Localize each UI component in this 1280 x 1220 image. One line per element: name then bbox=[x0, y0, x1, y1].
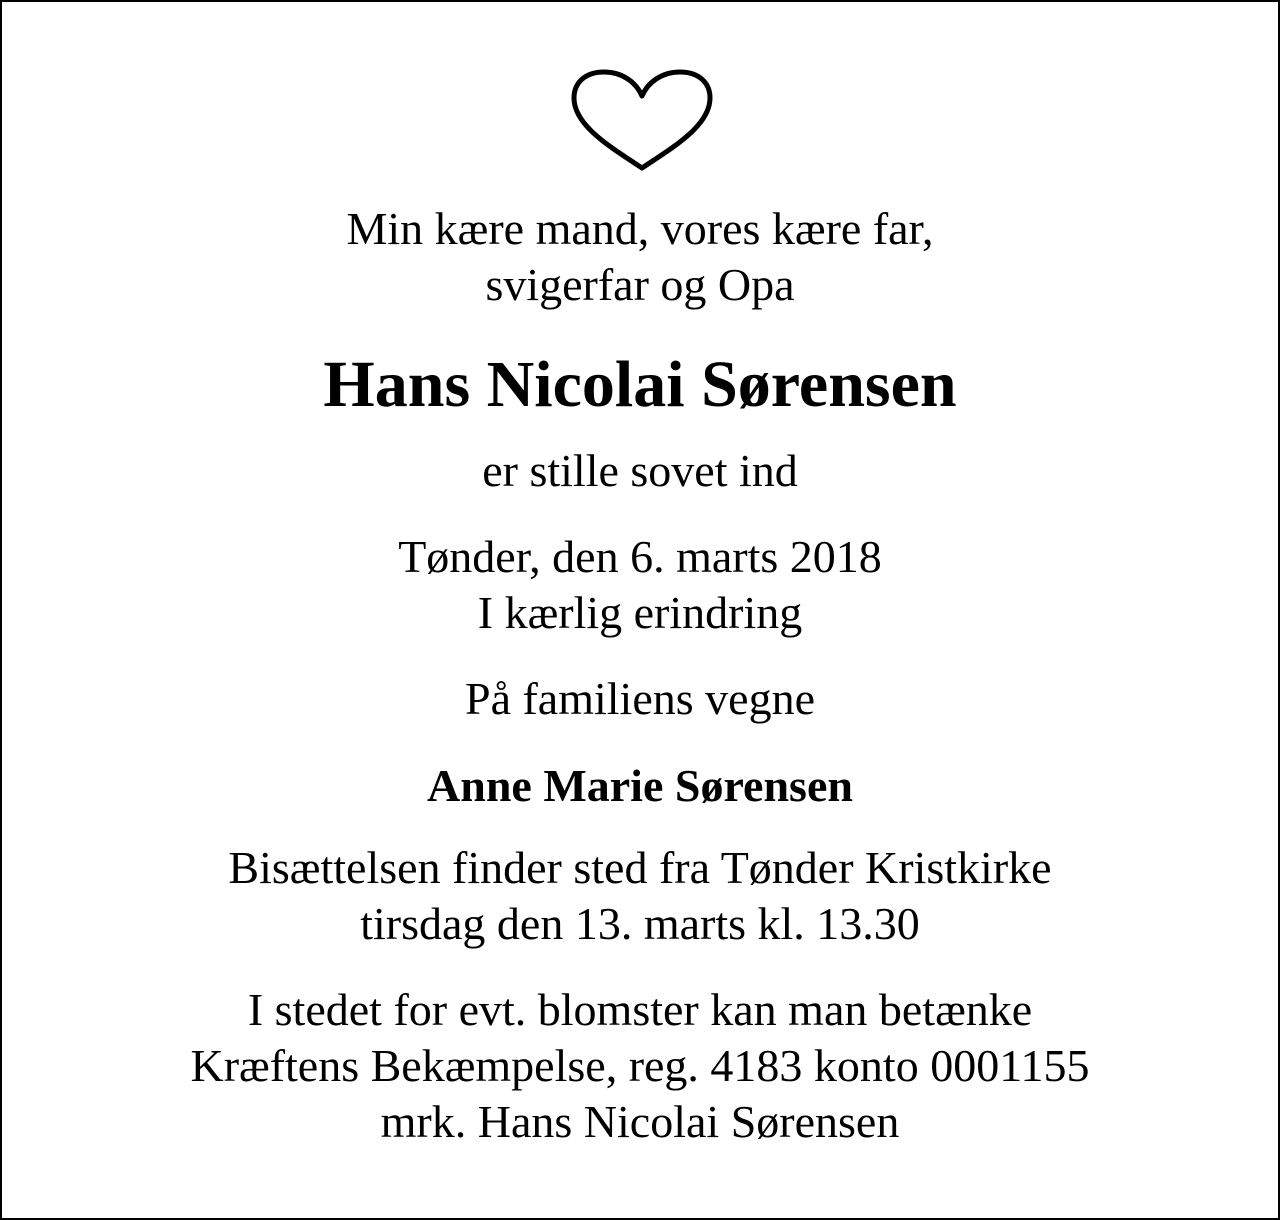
intro-line-1: Min kære mand, vores kære far, bbox=[346, 203, 934, 254]
date-place-line: Tønder, den 6. marts 2018 bbox=[398, 531, 882, 582]
donation-line-2: Kræftens Bekæmpelse, reg. 4183 konto 0001155 bbox=[190, 1040, 1090, 1091]
deceased-name: Hans Nicolai Sørensen bbox=[323, 348, 957, 421]
remembrance-line: I kærlig erindring bbox=[477, 587, 803, 638]
funeral-line-2: tirsdag den 13. marts kl. 13.30 bbox=[360, 898, 920, 949]
heart-outline-icon bbox=[568, 68, 716, 172]
intro-line-2: svigerfar og Opa bbox=[485, 259, 795, 310]
signer-name: Anne Marie Sørensen bbox=[427, 760, 853, 811]
funeral-line-1: Bisættelsen finder sted fra Tønder Kristkirke bbox=[228, 842, 1052, 893]
family-line: På familiens vegne bbox=[464, 673, 815, 724]
donation-line-1: I stedet for evt. blomster kan man betænke bbox=[247, 984, 1033, 1035]
passing-phrase: er stille sovet ind bbox=[482, 445, 798, 496]
donation-line-3: mrk. Hans Nicolai Sørensen bbox=[380, 1096, 900, 1147]
